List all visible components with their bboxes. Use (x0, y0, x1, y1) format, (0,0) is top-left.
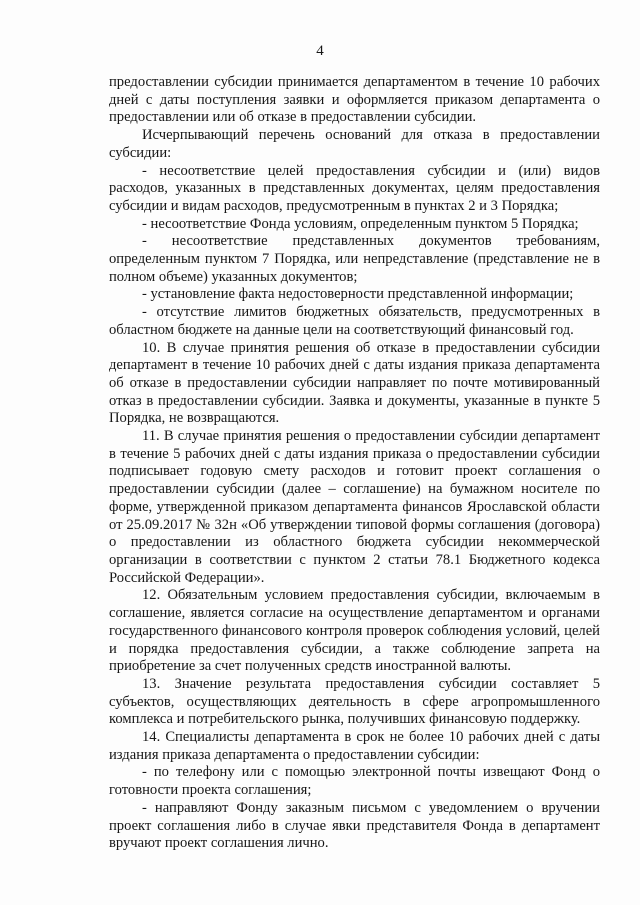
document-body (109, 74, 600, 853)
list-item-budget-limits: - отсутствие лимитов бюджетных обязательств, предусмотренных в областном бюджете на данные цели на соответствующий финансовый год. (109, 304, 600, 338)
paragraph-clause-10: 10. В случае принятия решения об отказе в предоставлении субсидии департамент в течение 10 рабочих дней с даты издания приказа департамента об отказе в предоставлении субсидии направляет по почте мотивированный отказ в предоставлении субсидии. Заявка и документы, указанные в пункте 5 Порядка, не возвращаются. (109, 339, 600, 427)
list-item-goals-mismatch: - несоответствие целей предоставления субсидии и (или) видов расходов, указанных в представленных документах, целям предоставления субсидии и видам расходов, предусмотренным в пунктах 2 и 3 Порядка; (109, 162, 600, 214)
paragraph-refusal-grounds-intro: Исчерпывающий перечень оснований для отказа в предоставлении субсидии: (109, 127, 600, 161)
list-item-notify-fund: - по телефону или с помощью электронной почты извещают Фонд о готовности проекта соглашения; (109, 764, 600, 799)
page-number: 4 (316, 43, 324, 59)
paragraph-clause-11: 11. В случае принятия решения о предоставлении субсидии департамент в течение 5 рабочих дней с даты издания приказа о предоставлении субсидии подписывает годовую смету расходов и готовит проект соглашения о предоставлении субсидии (далее – соглашение) на бумажном носителе по форме, утвержденной приказом департамента финансов Ярославской области от 25.09.2017 № 32н «Об утверждении типовой формы соглашения (договора) о предоставлении из областного бюджета субсидии некоммерческой организации в соответствии с пунктом 2 статьи 78.1 Бюджетного кодекса Российской Федерации». (109, 428, 600, 586)
list-item-documents-mismatch: - несоответствие представленных документов требованиям, определенным пунктом 7 Порядка, или непредставление (представление не в полном объеме) указанных документов; (109, 233, 600, 285)
list-item-false-information: - установление факта недостоверности представленной информации; (142, 286, 574, 303)
paragraph-clause-13: 13. Значение результата предоставления субсидии составляет 5 субъектов, осуществляющих деятельность в сфере агропромышленного комплекса и потребительского рынка, получивших финансовую поддержку. (109, 675, 600, 728)
list-item-send-agreement: - направляют Фонду заказным письмом с уведомлением о вручении проект соглашения либо в случае явки представителя Фонда в департамент вручают проект соглашения лично. (109, 799, 600, 852)
paragraph-clause-12: 12. Обязательным условием предоставления субсидии, включаемым в соглашение, является согласие на осуществление департаментом и органами государственного финансового контроля проверок соблюдения условий, целей и порядка предоставления субсидии, а также соблюдение запрета на приобретение за счет полученных средств иностранной валюты. (109, 587, 600, 675)
paragraph-continuation: предоставлении субсидии принимается департаментом в течение 10 рабочих дней с даты поступления заявки и оформляется приказом департамента о предоставлении или об отказе в предоставлении субсидии. (109, 74, 600, 126)
paragraph-clause-14: 14. Специалисты департамента в срок не более 10 рабочих дней с даты издания приказа департамента о предоставлении субсидии: (109, 729, 600, 763)
list-item-fund-conditions: - несоответствие Фонда условиям, определенным пунктом 5 Порядка; (142, 215, 579, 232)
